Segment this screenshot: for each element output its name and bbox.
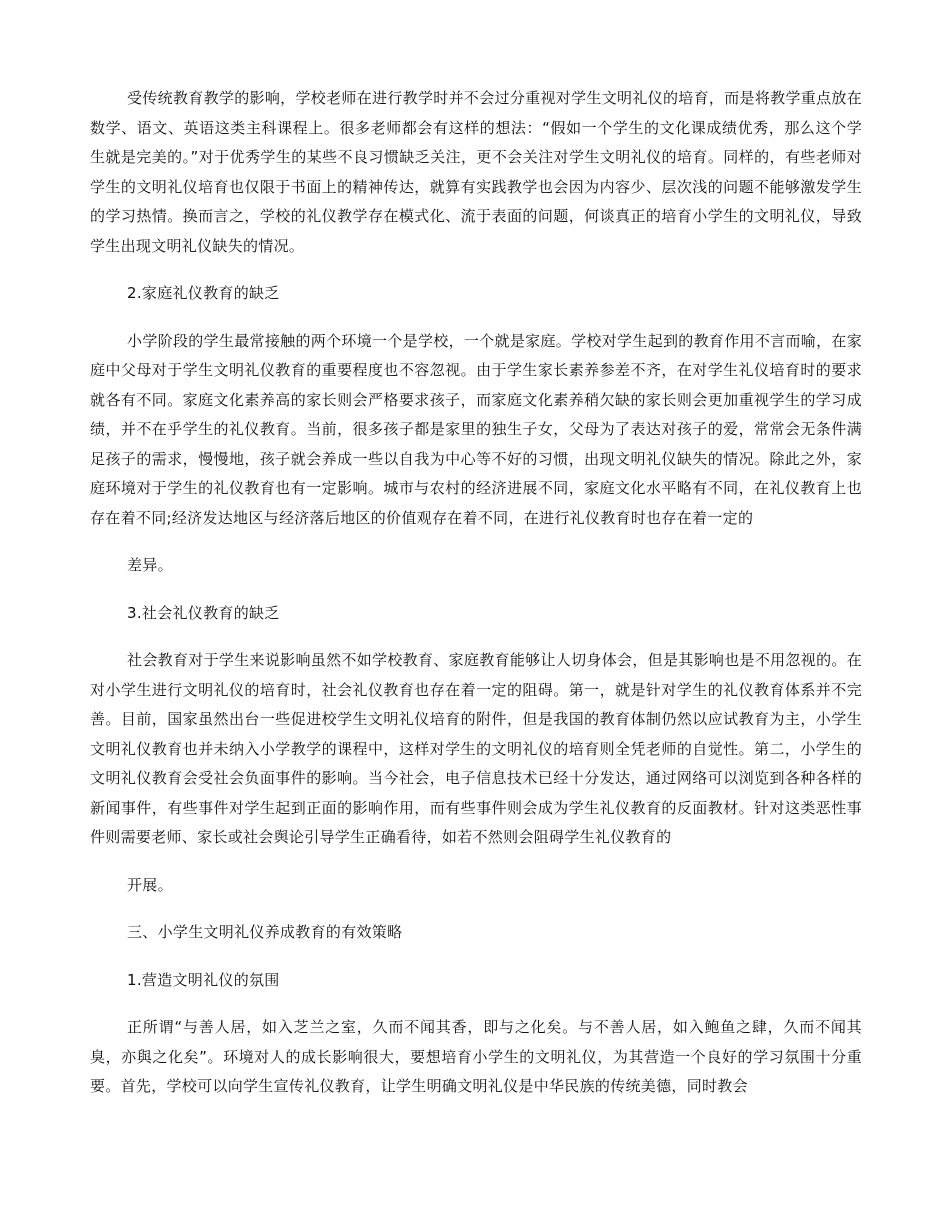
paragraph-continuation: 差异。: [127, 556, 173, 574]
heading-atmosphere: 1.营造文明礼仪的氛围: [127, 970, 280, 989]
paragraph-social-etiquette: 社会教育对于学生来说影响虽然不如学校教育、家庭教育能够让人切身体会，但是其影响也是不用忽视的。在对小学生进行文明礼仪的培育时，社会礼仪教育也存在着一定的阻碍。第一，就是针对学生的礼仪教育体系并不完善。目前，国家虽然出台一些促进校学生文明礼仪培育的附件，但是我国的教育体制仍然以应试教育为主，小学生文明礼仪教育也并未纳入小学教学的课程中，这样对学生的文明礼仪的培育则全凭老师的自觉性。第二，小学生的文明礼仪教育会受社会负面事件的影响。当今社会，电子信息技术已经十分发达，通过网络可以浏览到各种各样的新闻事件，有些事件对学生起到正面的影响作用，而有些事件则会成为学生礼仪教育的反面教材。针对这类恶性事件则需要老师、家长或社会舆论引导学生正确看待，如若不然则会阻碍学生礼仪教育的: [90, 651, 862, 846]
heading-family-etiquette: 2.家庭礼仪教育的缺乏: [127, 284, 280, 302]
paragraph-school-etiquette: 受传统教育教学的影响，学校老师在进行教学时并不会过分重视对学生文明礼仪的培育，而是将教学重点放在数学、语文、英语这类主科课程上。很多老师都会有这样的想法：“假如一个学生的文化课成绩优秀，那么这个学生就是完美的。”对于优秀学生的某些不良习惯缺乏关注，更不会关注对学生文明礼仪的培育。同样的，有些老师对学生的文明礼仪培育也仅限于书面上的精神传达，就算有实践教学也会因为内容少、层次浅的问题不能够激发学生的学习热情。换而言之，学校的礼仪教学存在模式化、流于表面的问题，何谈真正的培育小学生的文明礼仪，导致学生出现文明礼仪缺失的情况。: [90, 89, 862, 255]
section-heading-strategies: 三、小学生文明礼仪养成教育的有效策略: [127, 923, 403, 941]
heading-social-etiquette: 3.社会礼仪教育的缺乏: [127, 603, 280, 622]
paragraph-atmosphere: 正所谓“与善人居，如入芝兰之室，久而不闻其香，即与之化矣。与不善人居，如入鲍鱼之肆，久而不闻其臭，亦與之化矣”。环境对人的成长影响很大，要想培育小学生的文明礼仪，为其营造一个良好的学习氛围十分重要。首先，学校可以向学生宣传礼仪教育，让学生明确文明礼仪是中华民族的传统美德，同时教会: [90, 1018, 862, 1095]
paragraph-family-etiquette: 小学阶段的学生最常接触的两个环境一个是学校，一个就是家庭。学校对学生起到的教育作用不言而喻，在家庭中父母对于学生文明礼仪教育的重要程度也不容忽视。由于学生家长素养参差不齐，在对学生礼仪培育时的要求就各有不同。家庭文化素养高的家长则会严格要求孩子，而家庭文化素养稍欠缺的家长则会更加重视学生的学习成绩，并不在乎学生的礼仪教育。当前，很多孩子都是家里的独生子女，父母为了表达对孩子的爱，常常会无条件满足孩子的需求，慢慢地，孩子就会养成一些以自我为中心等不好的习惯，出现文明礼仪缺失的情况。除此之外，家庭环境对于学生的礼仪教育也有一定影响。城市与农村的经济进展不同，家庭文化水平略有不同，在礼仪教育上也存在着不同;经济发达地区与经济落后地区的价值观存在着不同，在进行礼仪教育时也存在着一定的: [90, 331, 862, 527]
document-page: [90, 84, 862, 1120]
paragraph-continuation: 开展。: [127, 875, 173, 894]
